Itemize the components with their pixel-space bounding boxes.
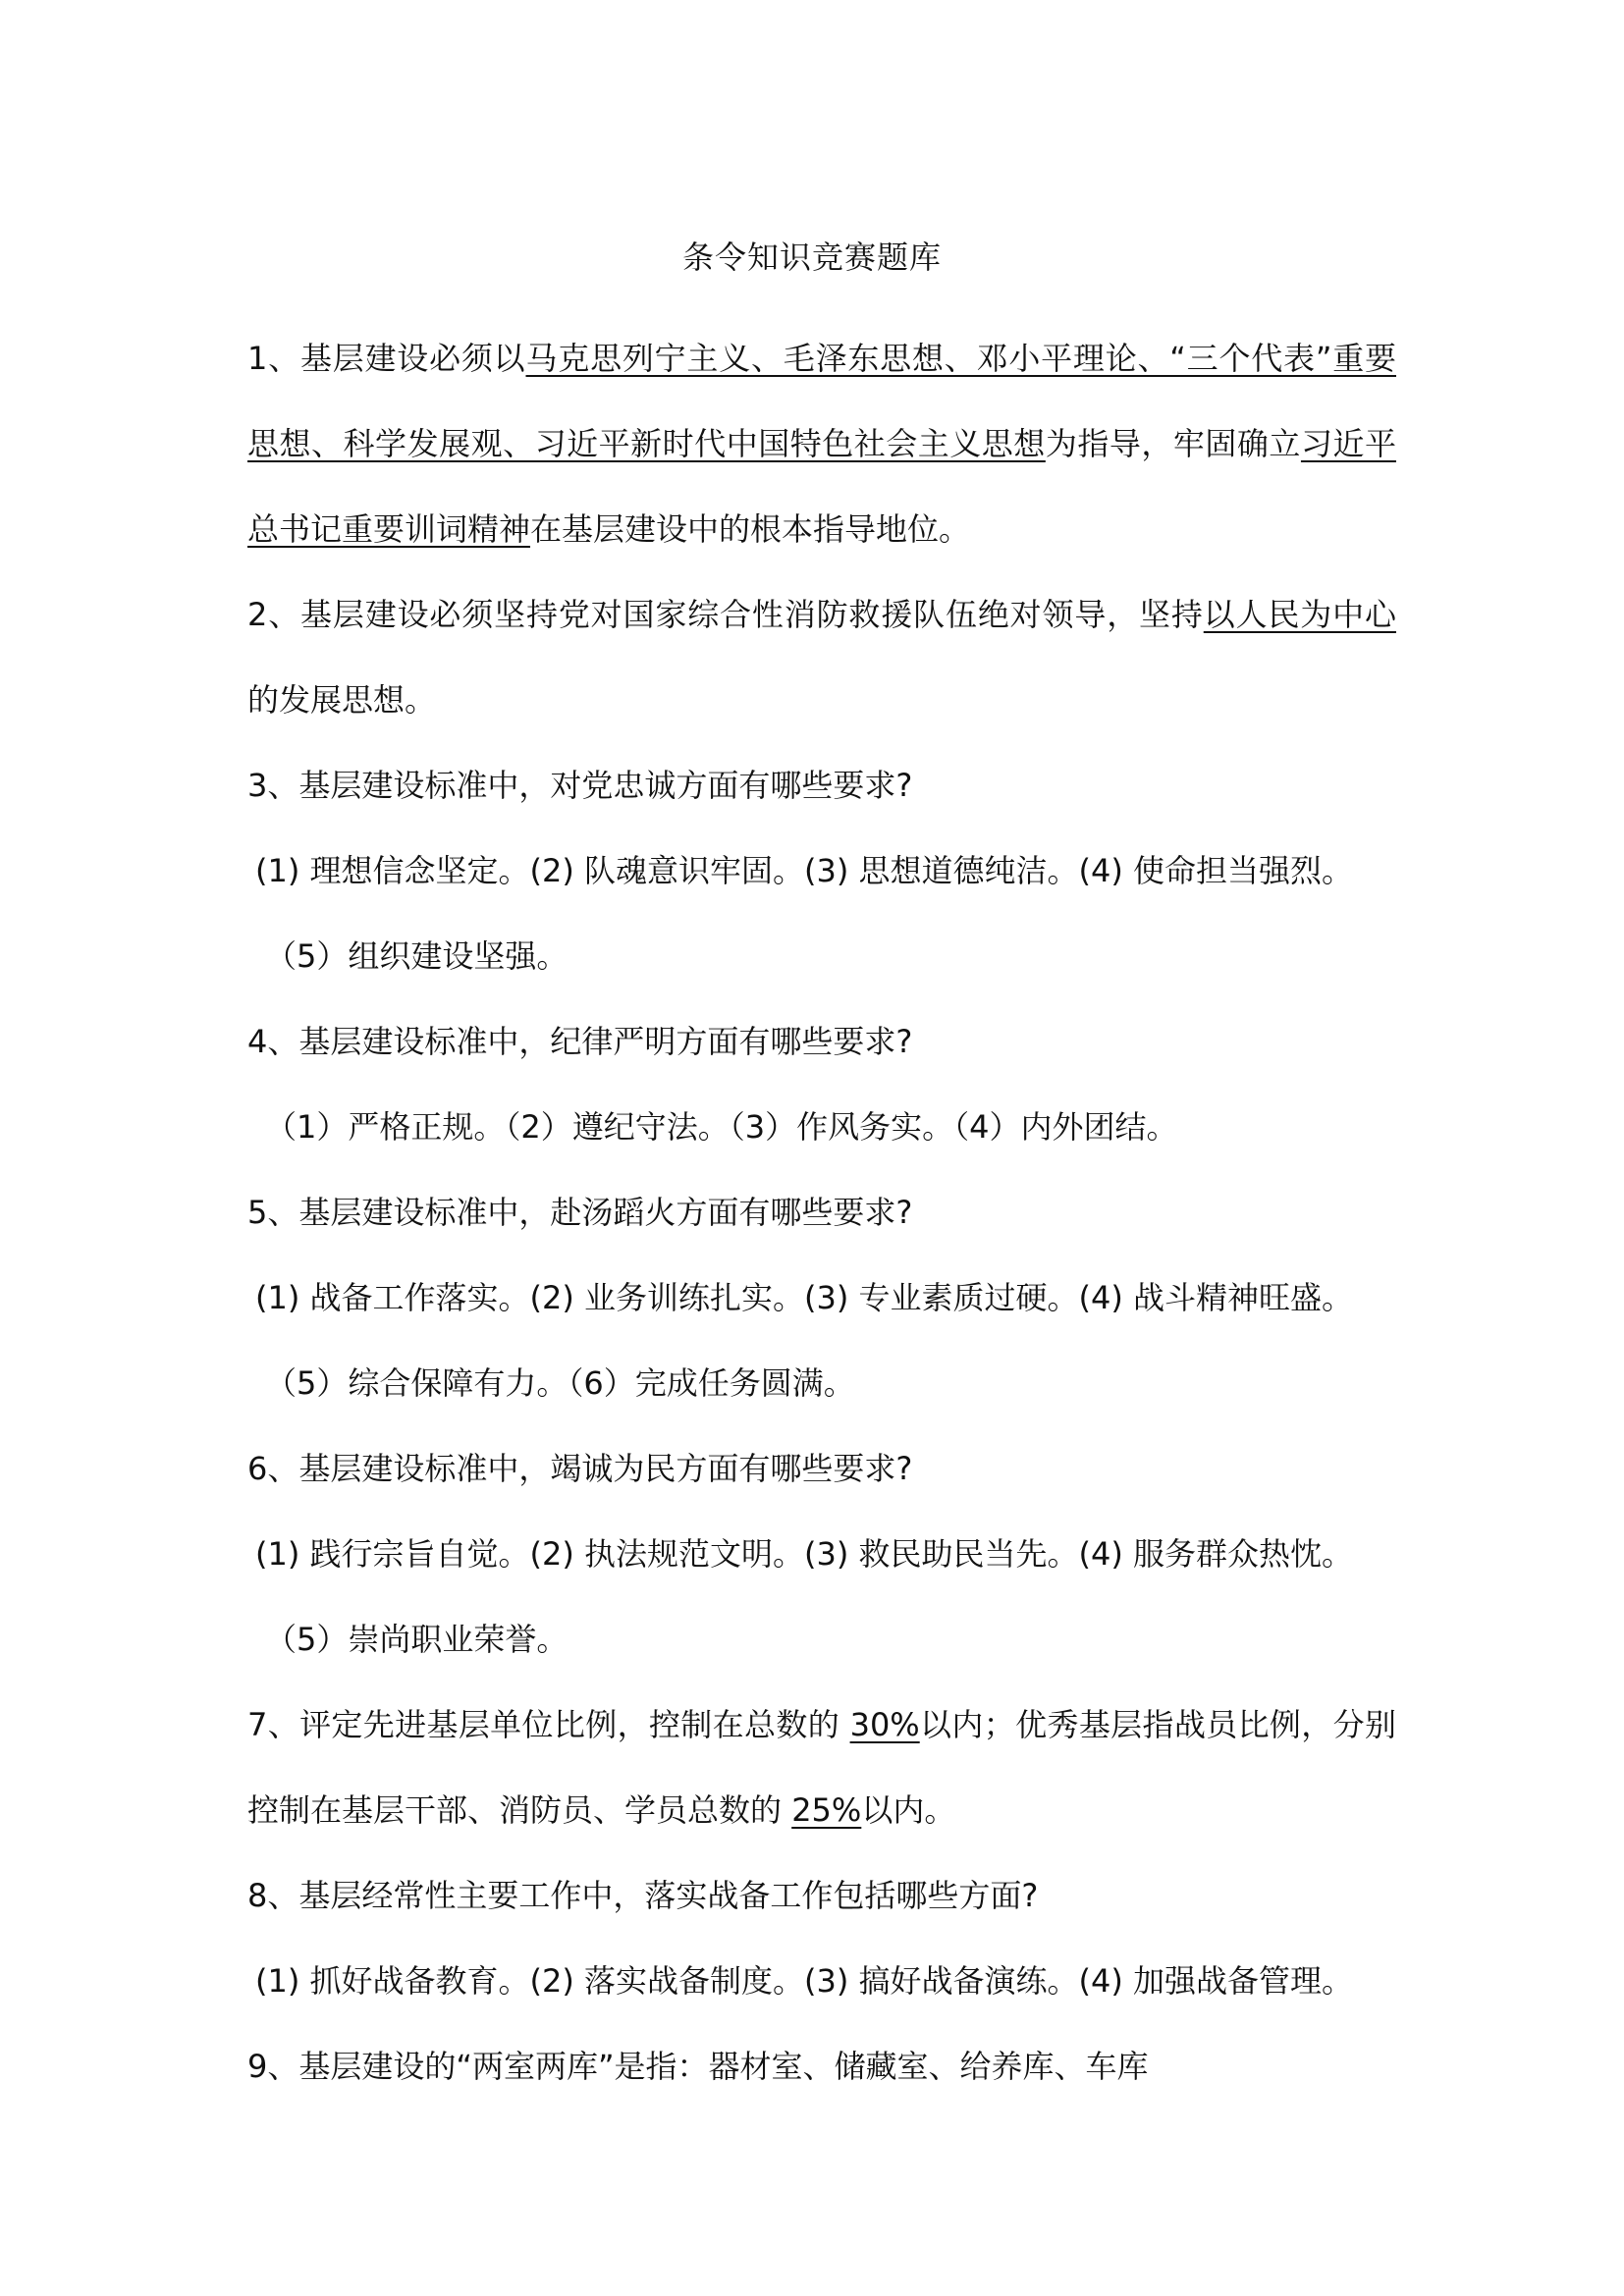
paragraph	[247, 316, 1396, 572]
paragraph	[247, 1853, 1396, 1939]
paragraph	[247, 828, 1396, 914]
paragraph	[247, 1085, 1396, 1170]
paragraph	[247, 572, 1396, 743]
paragraph-text: 2、基层建设必须坚持党对国家综合性消防救援队伍绝对领导，坚持	[247, 596, 1204, 633]
underlined-text: 马克思列宁主义、毛泽东思想、邓小平理论、“三个代表”重要思想、科学发展观、习近平新时代中国特色社会主义思想	[247, 340, 1396, 462]
underlined-text: 习近平总书记重要训词精神	[247, 425, 1396, 548]
underlined-text: 以人民为中心	[1203, 596, 1396, 633]
paragraph-text: 7、评定先进基层单位比例，控制在总数的	[247, 1706, 850, 1743]
paragraph-text: (1) 战备工作落实。(2) 业务训练扎实。(3) 专业素质过硬。(4) 战斗精神旺盛。	[255, 1279, 1354, 1316]
paragraph-text: (1) 理想信念坚定。(2) 队魂意识牢固。(3) 思想道德纯洁。(4) 使命担当强烈。	[255, 852, 1354, 889]
paragraph	[247, 1341, 1396, 1426]
paragraph-text: (1) 抓好战备教育。(2) 落实战备制度。(3) 搞好战备演练。(4) 加强战备管理。	[255, 1962, 1354, 2000]
paragraph-text: 6、基层建设标准中，竭诚为民方面有哪些要求?	[247, 1450, 913, 1487]
paragraph-text: 在基层建设中的根本指导地位。	[530, 510, 971, 548]
paragraph-text: (1) 践行宗旨自觉。(2) 执法规范文明。(3) 救民助民当先。(4) 服务群众热忱。	[255, 1535, 1354, 1573]
paragraph-text: （5）组织建设坚强。	[265, 937, 568, 975]
paragraph-text: 的发展思想。	[247, 681, 437, 719]
paragraph-text: （5）崇尚职业荣誉。	[265, 1621, 568, 1658]
paragraph	[247, 914, 1396, 999]
underlined-text: 30%	[849, 1706, 920, 1743]
paragraph	[247, 1939, 1396, 2024]
paragraph-text: （5）综合保障有力。（6）完成任务圆满。	[265, 1364, 855, 1402]
paragraph	[247, 2024, 1396, 2109]
question-list	[247, 316, 1396, 2109]
paragraph-text: 9、基层建设的“两室两库”是指：器材室、储藏室、给养库、车库	[247, 2048, 1149, 2085]
paragraph	[247, 999, 1396, 1085]
paragraph-text: 为指导，牢固确立	[1045, 425, 1301, 462]
paragraph-text: 8、基层经常性主要工作中，落实战备工作包括哪些方面?	[247, 1877, 1039, 1914]
page-title: 条令知识竞赛题库	[681, 239, 942, 276]
paragraph	[247, 1512, 1396, 1597]
underlined-text: 25%	[791, 1791, 862, 1829]
paragraph-text: 以内；优秀基层指战员比例，分别控制在基层干部、消防员、学员总数的	[247, 1706, 1396, 1829]
paragraph	[247, 1255, 1396, 1341]
paragraph	[247, 1170, 1396, 1255]
paragraph-text: 3、基层建设标准中，对党忠诚方面有哪些要求?	[247, 767, 913, 804]
paragraph-text: 以内。	[861, 1791, 956, 1829]
paragraph-text: （1）严格正规。（2）遵纪守法。（3）作风务实。（4）内外团结。	[265, 1108, 1178, 1146]
paragraph-text: 5、基层建设标准中，赴汤蹈火方面有哪些要求?	[247, 1194, 913, 1231]
paragraph-text: 4、基层建设标准中，纪律严明方面有哪些要求?	[247, 1023, 913, 1060]
paragraph-text: 1、基层建设必须以	[247, 340, 526, 377]
paragraph	[247, 1682, 1396, 1853]
paragraph	[247, 1597, 1396, 1682]
paragraph	[247, 743, 1396, 828]
paragraph	[247, 1426, 1396, 1512]
